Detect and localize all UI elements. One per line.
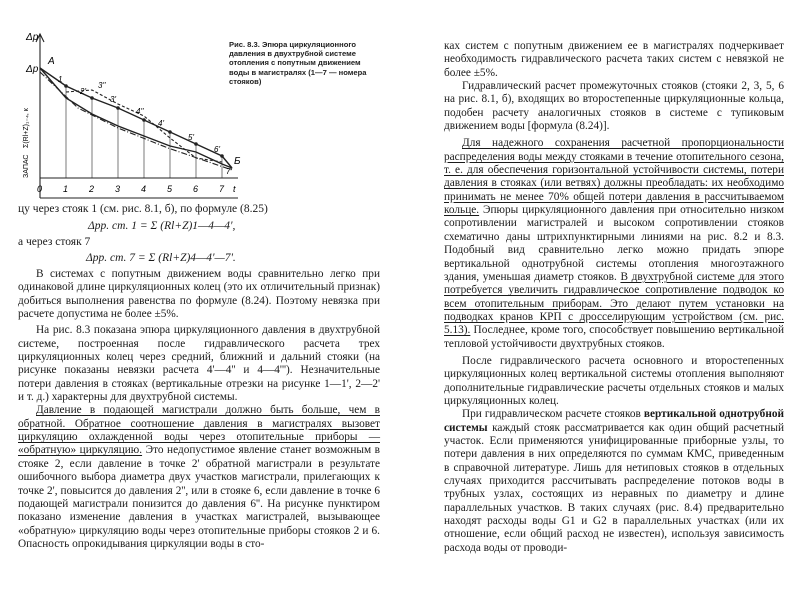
curve-point-label: 3' (110, 95, 116, 104)
right-text-column (444, 40, 784, 555)
paragraph: На рис. 8.3 показана эпюра циркуляционного давления в двухтрубной системе, построенная после гидравлического расчета трех циркуляционных колец через средний, ближний и дальний стояки (на рисунке показаны невязки расчета 4'—4'' и 4—4'''). Незначительные потери давления в стояках (вертикальные отрезки на рисунке 1—1', 2—2' и т. д.) характерны для двухтрубной системы. (18, 324, 380, 404)
paragraph-text: каждый стояк рассматривается как один общий расчетный участок. Если применяются унифицированные приборные узлы, то потери давления в них определяются по суммам КМС, приведенным в справочной литературе. Лишь для нетиповых стояков в отдельных случаях приходится рассчитывать распределение потоков воды в трубных узлах, состоящих из неравных по диаметру и длине параллельных участков. В таких случаях (рис. 8.4) предварительно находят расходы воды G1 и G2 в параллельных участках (или их отношение, если общий расход не известен), используя зависимость расхода воды от проводи- (444, 421, 784, 554)
pressure-diagram-figure (18, 28, 248, 228)
curve-point-label: 1 (58, 75, 63, 84)
paragraph-text: Эпюры циркуляционного давления при относительно низком сопротивлении магистралей и высоком сопротивлении стояков схематично даны штрихпунктирными линиями на рис. 8.2 и 8.3. Подобный вид сравнительно легко можно придать эпюре вертикальной однотрубной системы отопления многоэтажного здания, уменьшая диаметр стояков. (444, 204, 784, 283)
x-tick-label: 2 (89, 184, 95, 194)
x-tick-label: t (233, 184, 236, 194)
x-tick-label: 0 (37, 184, 43, 194)
x-tick-label: 6 (193, 184, 199, 194)
paragraph: В системах с попутным движением воды сравнительно легко при одинаковой длине циркуляционных колец (это их отличительный признак) добиться выполнения равенства по формуле (8.24). Поэтому невязка при расчете допустима не более ±5%. (18, 268, 380, 321)
right-page (400, 0, 800, 604)
paragraph: Гидравлический расчет промежуточных стояков (стояки 2, 3, 5, 6 на рис. 8.1, б), входящих во второстепенные циркуляционные кольца, подобен расчету аналогичных стояков в системе с тупиковым движением воды [формула (8.24)]. (444, 80, 784, 133)
bold-term: вертикальной однотрубной системы (444, 408, 784, 434)
point-a: А (48, 56, 55, 67)
formula-1: Δpр. ст. 1 = Σ (Rl+Z)1—4—4', (88, 220, 236, 232)
paragraph (444, 137, 784, 351)
supply-pressure-line (40, 68, 232, 168)
curve-point-label: 3'' (98, 81, 106, 90)
figure-caption: Рис. 8.3. Эпюра циркуляционного давления в двухтрубной системе отопления с попутным движением воды в магистралях (1—7 — номера стояков) (229, 40, 367, 86)
curve-point-label: 4'' (136, 107, 144, 116)
paragraph-text: Последнее, кроме того, способствует повышению вертикальной тепловой устойчивости двухтрубных стояков. (444, 324, 784, 350)
x-tick-label: 7 (219, 184, 225, 194)
x-tick-label: 4 (141, 184, 147, 194)
text-line: а через стояк 7 (18, 236, 91, 248)
curve-point-label: 5' (188, 133, 194, 142)
axis-top-label: Δp (26, 32, 39, 43)
return-pressure-line (40, 68, 232, 168)
text-line: цу через стояк 1 (см. рис. 8.1, б), по формуле (8.25) (18, 203, 268, 215)
x-tick-label: 1 (63, 184, 69, 194)
curve-point-label: 4' (158, 119, 164, 128)
paragraph-text: При гидравлическом расчете стояков (462, 408, 644, 421)
left-text-column (18, 268, 380, 551)
paragraph-text: Это недопустимое явление станет возможным в стояке 2, если давление в точке 2' обратной магистрали в результате ошибочного выбора диаметра двух участков магистрали, прилегающих к точке 2', повысится до давления 2'', или в стояке 6, если давление в точке 6 подающей магистрали понизится до давления 6''. На рисунке пунктиром показано изменение давления в участках магистралей, вызывающее «обратную» циркуляцию воды через отопительные приборы стояков 2 и 6. Опасность опрокидывания циркуляции воды в сто- (18, 444, 380, 550)
underlined-text: Давление в подающей магистрали должно быть больше, чем в обратной. Обратное соотношение давления в магистралях вызовет циркуляцию охлажденной воды через отопительные приборы — «обратную» циркуляцию. (18, 404, 380, 457)
paragraph: После гидравлического расчета основного и второстепенных циркуляционных колец вертикальной системы отопления выполняют дополнительные гидравлические расчеты отдельных стояков и малых циркуляционных колец. (444, 354, 784, 407)
x-tick-label: 5 (167, 184, 173, 194)
paragraph (18, 404, 380, 551)
underlined-text: В двухтрубной системе для этого потребуется увеличить гидравлическое сопротивление подводок ко всем отопительным приборам. Это делают путем установки на подводках кранов КРП с дросселирующим устройством (см. рис. 5.13). (444, 270, 784, 337)
x-tick-label: 3 (115, 184, 121, 194)
point-b: Б (234, 156, 241, 167)
paragraph (444, 408, 784, 555)
left-axis-bottom-label: ЗАПАС (23, 154, 30, 178)
curve-point-label: 7' (226, 167, 232, 176)
curve-point-label: 6' (214, 145, 220, 154)
left-axis-label: Σ(Rl+Z)₁₋₄, к (23, 108, 30, 148)
point-a-label: Δp (26, 64, 39, 75)
curve-point-label: 2' (80, 87, 86, 96)
underlined-text: Для надежного сохранения расчетной пропорциональности распределения воды между стояками в течение отопительного сезона, т. е. для обеспечения горизонтальной устойчивости системы, потери давления в стояках (или ветвях) должны преобладать: их необходимо принимать не менее 70% общей потери давления в рассчитываемом кольце. (444, 137, 784, 217)
formula-2: Δpр. ст. 7 = Σ (Rl+Z)4—4'—7'. (86, 252, 236, 264)
paragraph: ках систем с попутным движением ее в магистралях подчеркивает необходимость гидравлического расчета таких систем с невязкой не более ±5%. (444, 40, 784, 79)
